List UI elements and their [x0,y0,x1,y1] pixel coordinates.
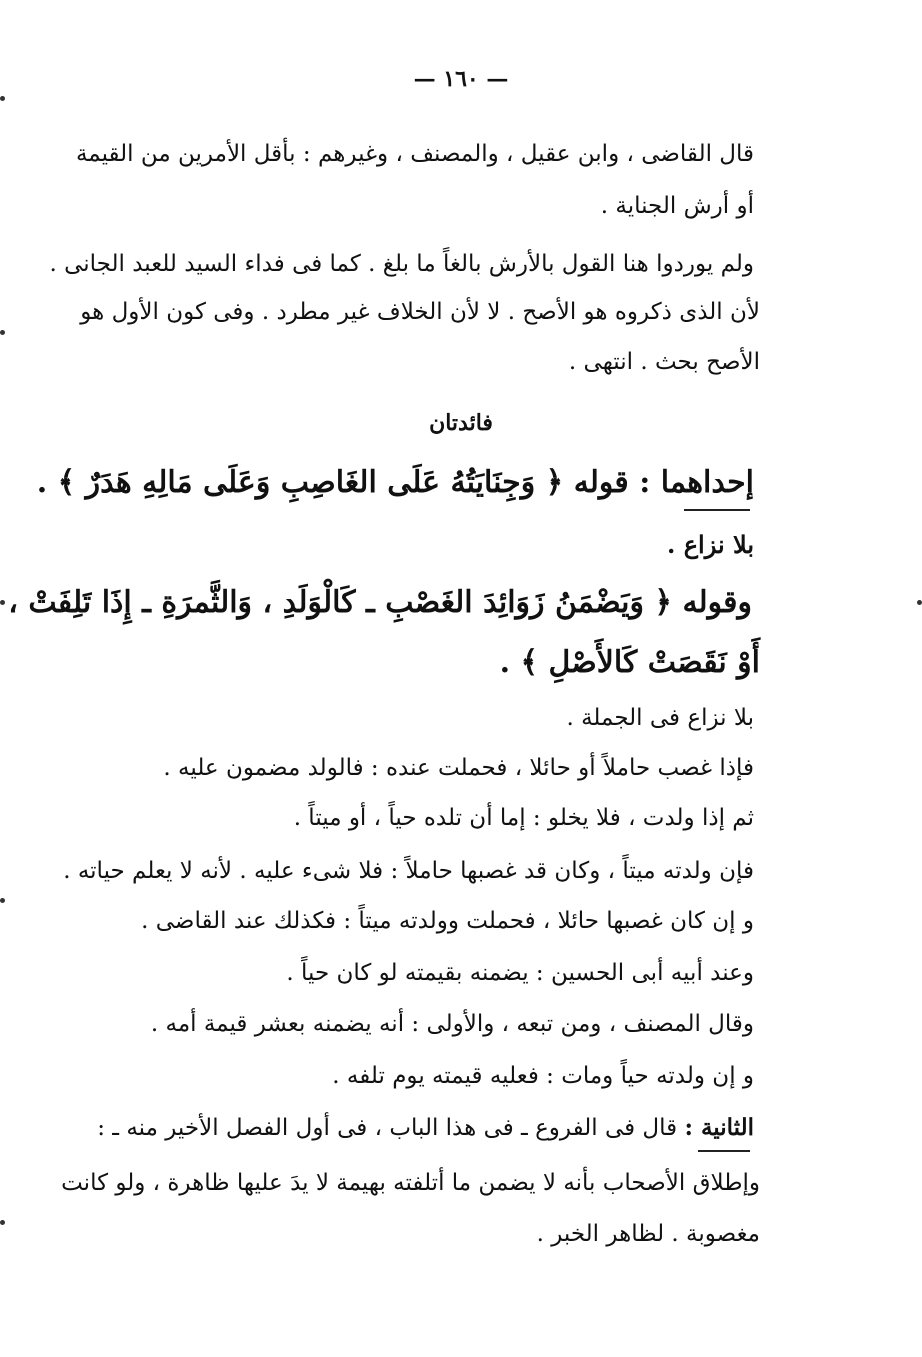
first-note [36,460,754,506]
scan-mark [0,898,5,903]
scan-mark [917,600,922,605]
paragraph1-line1: قال القاضى ، وابن عقيل ، والمصنف ، وغيرهم : بأقل الأمرين من القيمة [75,141,754,167]
body-line-5: و إن كان غصبها حائلا ، فحملت وولدته ميتاً : فكذلك عند القاضى . [141,908,754,934]
body-line-4: فإن ولدته ميتاً ، وكان قد غصبها حاملاً : فلا شىء عليه . لأنه لا يعلم حياته . [63,858,754,884]
scan-mark [0,600,5,605]
second-note-text: قال فى الفروع ـ فى هذا الباب ، فى أول الفصل الأخير منه ـ : [97,1115,678,1141]
no-dispute-line: بلا نزاع . [667,530,754,559]
scan-mark [0,96,5,101]
body-line-7: وقال المصنف ، ومن تبعه ، والأولى : أنه يضمنه بعشر قيمة أمه . [150,1011,754,1037]
paragraph1-line2: أو أرش الجناية . [600,193,754,219]
first-note-label: إحداهما : قوله [573,465,754,500]
last-paragraph-line1: وإطلاق الأصحاب بأنه لا يضمن ما أتلفته بهيمة لا يدَ عليها ظاهرة ، ولو كانت [61,1170,760,1196]
body-line-2: فإذا غصب حاملاً أو حائلا ، فحملت عنده : فالولد مضمون عليه . [163,755,754,781]
scan-mark [0,330,5,335]
section-heading: فائدتان [429,410,493,436]
second-label-underline [698,1150,750,1152]
first-note-quote: ﴿ وَجِنَايَتُهُ عَلَى الغَاصِبِ وَعَلَى مَالِهِ هَدَرٌ ﴾ . [36,465,564,500]
last-paragraph-line2: مغصوبة . لظاهر الخبر . [536,1221,760,1247]
body-line-3: ثم إذا ولدت ، فلا يخلو : إما أن تلده حياً ، أو ميتاً . [293,805,754,831]
body-line-8: و إن ولدته حياً ومات : فعليه قيمته يوم تلفه . [332,1063,754,1089]
body-line-6: وعند أبيه أبى الحسين : يضمنه بقيمته لو كان حياً . [286,960,754,986]
second-note [97,1110,754,1146]
paragraph2-line1: ولم يوردوا هنا القول بالأرش بالغاً ما بلغ . كما فى فداء السيد للعبد الجانى . [49,251,754,277]
paragraph2-line3: الأصح بحث . انتهى . [568,349,760,375]
scan-mark [0,1220,5,1225]
paragraph2-line2: لأن الذى ذكروه هو الأصح . لا لأن الخلاف غير مطرد . وفى كون الأول هو [80,299,760,325]
page-number: — ١٦٠ — [413,66,509,92]
second-note-label: الثانية : [684,1114,754,1141]
label-underline [684,509,750,511]
second-quote-line1: وقوله ﴿ وَيَضْمَنُ زَوَائِدَ الغَصْبِ ـ كَالْوَلَدِ ، وَالثَّمرَةِ ـ إِذَا تَلِفَتْ ، [8,585,752,620]
second-quote-line2: أَوْ نَقَصَتْ كَالأَصْلِ ﴾ . [499,645,760,680]
body-line-1: بلا نزاع فى الجملة . [566,705,754,731]
